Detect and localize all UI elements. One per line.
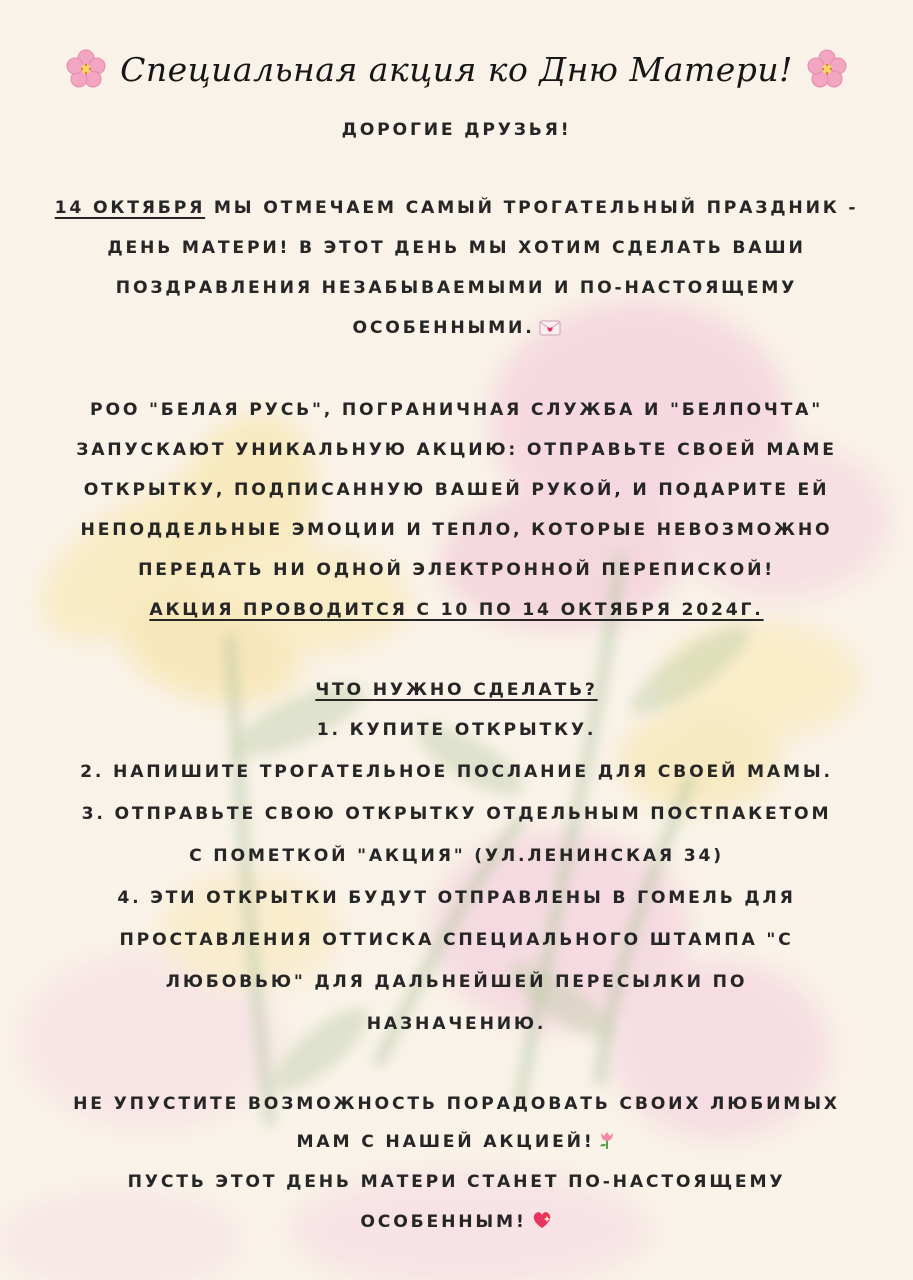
closing-line-4 xyxy=(0,1210,913,1234)
step-4-line-3: ЛЮБОВЬЮ" ДЛЯ ДАЛЬНЕЙШЕЙ ПЕРЕСЫЛКИ ПО xyxy=(165,972,748,992)
intro-line-2: ДЕНЬ МАТЕРИ! В ЭТОТ ДЕНЬ МЫ ХОТИМ СДЕЛАТЬ ВАШИ xyxy=(107,238,806,258)
partners-line-5: ПЕРЕДАТЬ НИ ОДНОЙ ЭЛЕКТРОННОЙ ПЕРЕПИСКОЙ! xyxy=(138,560,775,580)
intro-line-4 xyxy=(0,316,913,340)
partners-line-1: РОО "БЕЛАЯ РУСЬ", ПОГРАНИЧНАЯ СЛУЖБА И "БЕЛПОЧТА" xyxy=(90,400,823,420)
steps-heading xyxy=(0,678,913,702)
closing-line-1: НЕ УПУСТИТЕ ВОЗМОЖНОСТЬ ПОРАДОВАТЬ СВОИХ ЛЮБИМЫХ xyxy=(73,1094,840,1114)
sparkling-heart-icon xyxy=(531,1210,553,1230)
intro-line-1 xyxy=(0,196,913,220)
greeting: ДОРОГИЕ ДРУЗЬЯ! xyxy=(341,120,572,140)
partners-line-2: ЗАПУСКАЮТ УНИКАЛЬНУЮ АКЦИЮ: ОТПРАВЬТЕ СВОЕЙ МАМЕ xyxy=(76,440,837,460)
love-letter-icon xyxy=(539,320,561,336)
step-4-line-2: ПРОСТАВЛЕНИЯ ОТТИСКА СПЕЦИАЛЬНОГО ШТАМПА "С xyxy=(119,930,794,950)
closing-line-4-text: ОСОБЕННЫМ! xyxy=(360,1212,527,1232)
intro-line-4-text: ОСОБЕННЫМИ. xyxy=(352,318,535,338)
partners-line-3: ОТКРЫТКУ, ПОДПИСАННУЮ ВАШЕЙ РУКОЙ, И ПОДАРИТЕ ЕЙ xyxy=(83,480,830,500)
closing-line-2 xyxy=(0,1130,913,1154)
closing-line-3: ПУСТЬ ЭТОТ ДЕНЬ МАТЕРИ СТАНЕТ ПО-НАСТОЯЩЕМУ xyxy=(127,1172,786,1192)
tulip-icon xyxy=(598,1130,616,1150)
intro-line-3: ПОЗДРАВЛЕНИЯ НЕЗАБЫВАЕМЫМИ И ПО-НАСТОЯЩЕМУ xyxy=(115,278,798,298)
page-title xyxy=(0,34,913,104)
step-3-line-1: 3. ОТПРАВЬТЕ СВОЮ ОТКРЫТКУ ОТДЕЛЬНЫМ ПОСТПАКЕТОМ xyxy=(81,804,832,824)
promo-dates-text: АКЦИЯ ПРОВОДИТСЯ С 10 ПО 14 ОКТЯБРЯ 2024Г. xyxy=(149,600,764,620)
step-4-line-4: НАЗНАЧЕНИЮ. xyxy=(366,1014,547,1034)
partners-line-4: НЕПОДДЕЛЬНЫЕ ЭМОЦИИ И ТЕПЛО, КОТОРЫЕ НЕВОЗМОЖНО xyxy=(80,520,833,540)
step-2: 2. НАПИШИТЕ ТРОГАТЕЛЬНОЕ ПОСЛАНИЕ ДЛЯ СВОЕЙ МАМЫ. xyxy=(80,762,833,782)
event-date: 14 ОКТЯБРЯ xyxy=(54,198,206,218)
intro-line-1-text: МЫ ОТМЕЧАЕМ САМЫЙ ТРОГАТЕЛЬНЫЙ ПРАЗДНИК - xyxy=(205,198,859,218)
closing-line-2-text: МАМ С НАШЕЙ АКЦИЕЙ! xyxy=(296,1132,595,1152)
cherry-blossom-icon xyxy=(66,49,106,89)
step-1: 1. КУПИТЕ ОТКРЫТКУ. xyxy=(316,720,597,740)
cherry-blossom-icon xyxy=(807,49,847,89)
steps-heading-text: ЧТО НУЖНО СДЕЛАТЬ? xyxy=(315,680,598,700)
step-3-line-2: С ПОМЕТКОЙ "АКЦИЯ" (УЛ.ЛЕНИНСКАЯ 34) xyxy=(189,846,724,866)
step-4-line-1: 4. ЭТИ ОТКРЫТКИ БУДУТ ОТПРАВЛЕНЫ В ГОМЕЛЬ ДЛЯ xyxy=(117,888,796,908)
title-text: Специальная акция ко Дню Матери! xyxy=(120,49,793,89)
promo-dates xyxy=(0,598,913,622)
